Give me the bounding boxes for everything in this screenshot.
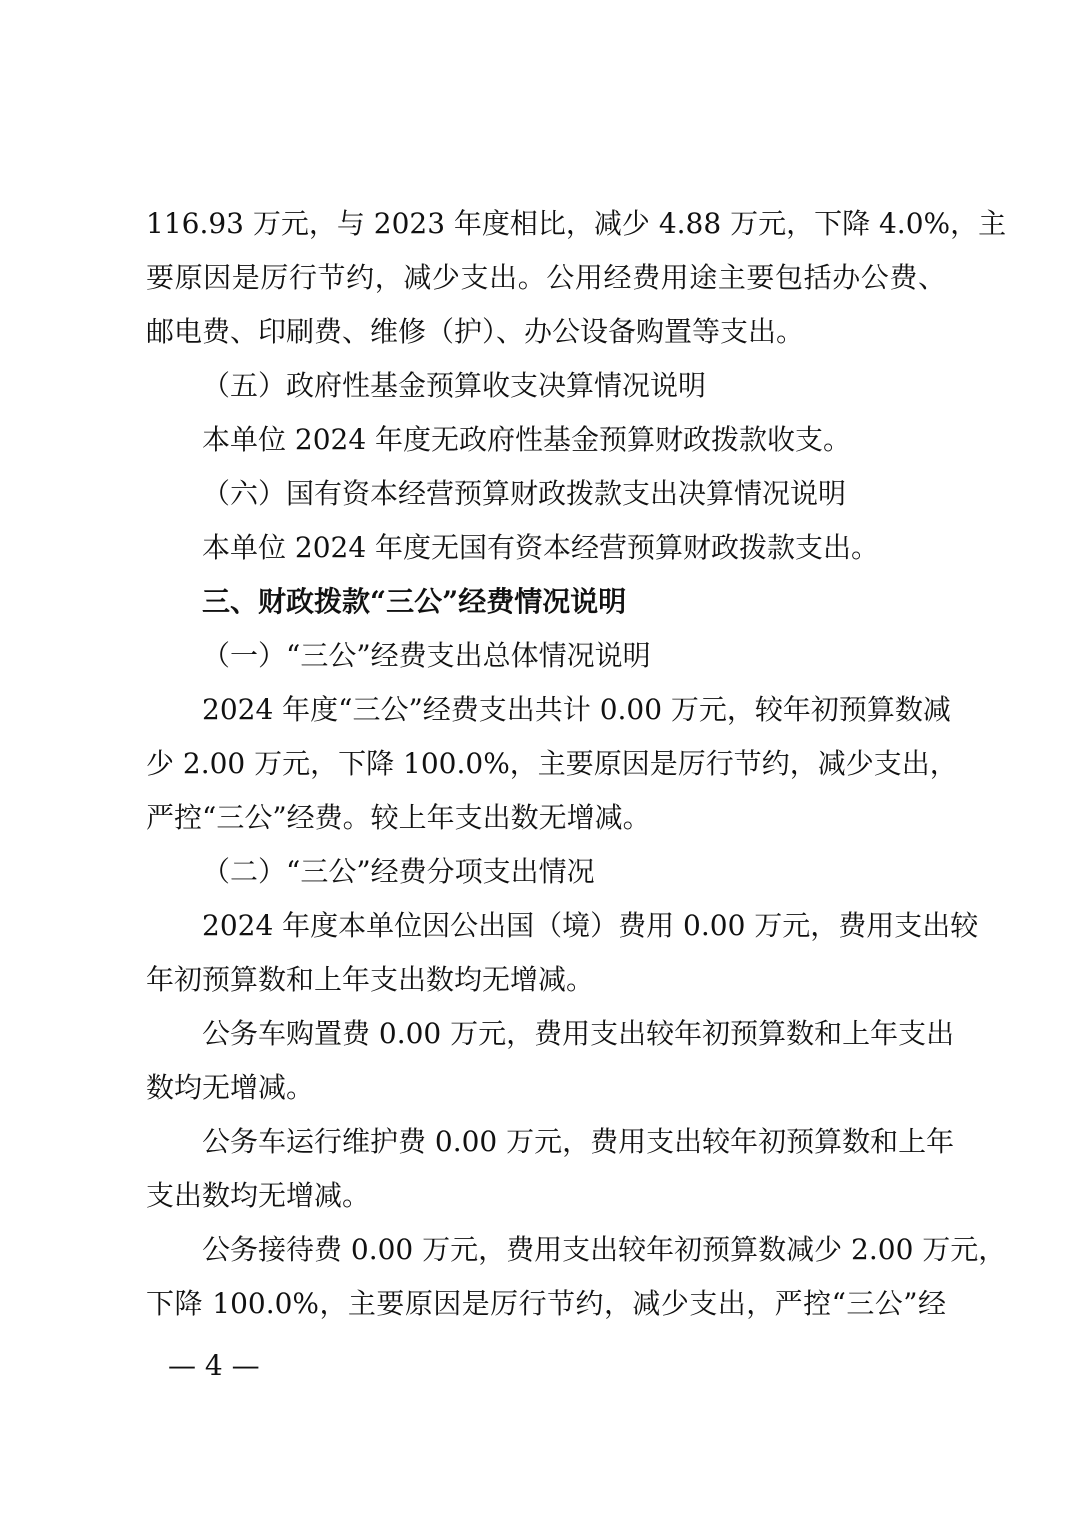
body-line: 下降 100.0%，主要原因是厉行节约，减少支出，严控“三公”经 bbox=[146, 1287, 946, 1320]
body-line: 要原因是厉行节约，减少支出。公用经费用途主要包括办公费、 bbox=[146, 261, 946, 294]
section-heading-5: （五）政府性基金预算收支决算情况说明 bbox=[202, 369, 707, 402]
body-line: 本单位 2024 年度无政府性基金预算财政拨款收支。 bbox=[202, 423, 852, 456]
body-line: 邮电费、印刷费、维修（护）、办公设备购置等支出。 bbox=[146, 315, 805, 348]
body-line: 2024 年度本单位因公出国（境）费用 0.00 万元，费用支出较 bbox=[202, 909, 979, 942]
page-number: — 4 — bbox=[168, 1349, 260, 1382]
body-line: 严控“三公”经费。较上年支出数无增减。 bbox=[146, 801, 651, 834]
body-line: 年初预算数和上年支出数均无增减。 bbox=[146, 963, 595, 996]
body-line: 少 2.00 万元，下降 100.0%，主要原因是厉行节约，减少支出， bbox=[146, 747, 958, 780]
body-line: 2024 年度“三公”经费支出共计 0.00 万元，较年初预算数减 bbox=[202, 693, 951, 726]
body-line: 公务车购置费 0.00 万元，费用支出较年初预算数和上年支出 bbox=[202, 1017, 955, 1050]
body-line: 公务车运行维护费 0.00 万元，费用支出较年初预算数和上年 bbox=[202, 1125, 955, 1158]
subsection-heading-2: （二）“三公”经费分项支出情况 bbox=[202, 855, 595, 888]
body-line: 支出数均无增减。 bbox=[146, 1179, 371, 1212]
body-line: 数均无增减。 bbox=[146, 1071, 315, 1104]
chapter-heading-3: 三、财政拨款“三公”经费情况说明 bbox=[202, 585, 627, 618]
subsection-heading-1: （一）“三公”经费支出总体情况说明 bbox=[202, 639, 651, 672]
body-line: 116.93 万元，与 2023 年度相比，减少 4.88 万元，下降 4.0%，主 bbox=[146, 207, 1007, 240]
body-line: 公务接待费 0.00 万元，费用支出较年初预算数减少 2.00 万元， bbox=[202, 1233, 1007, 1266]
body-line: 本单位 2024 年度无国有资本经营预算财政拨款支出。 bbox=[202, 531, 880, 564]
section-heading-6: （六）国有资本经营预算财政拨款支出决算情况说明 bbox=[202, 477, 847, 510]
